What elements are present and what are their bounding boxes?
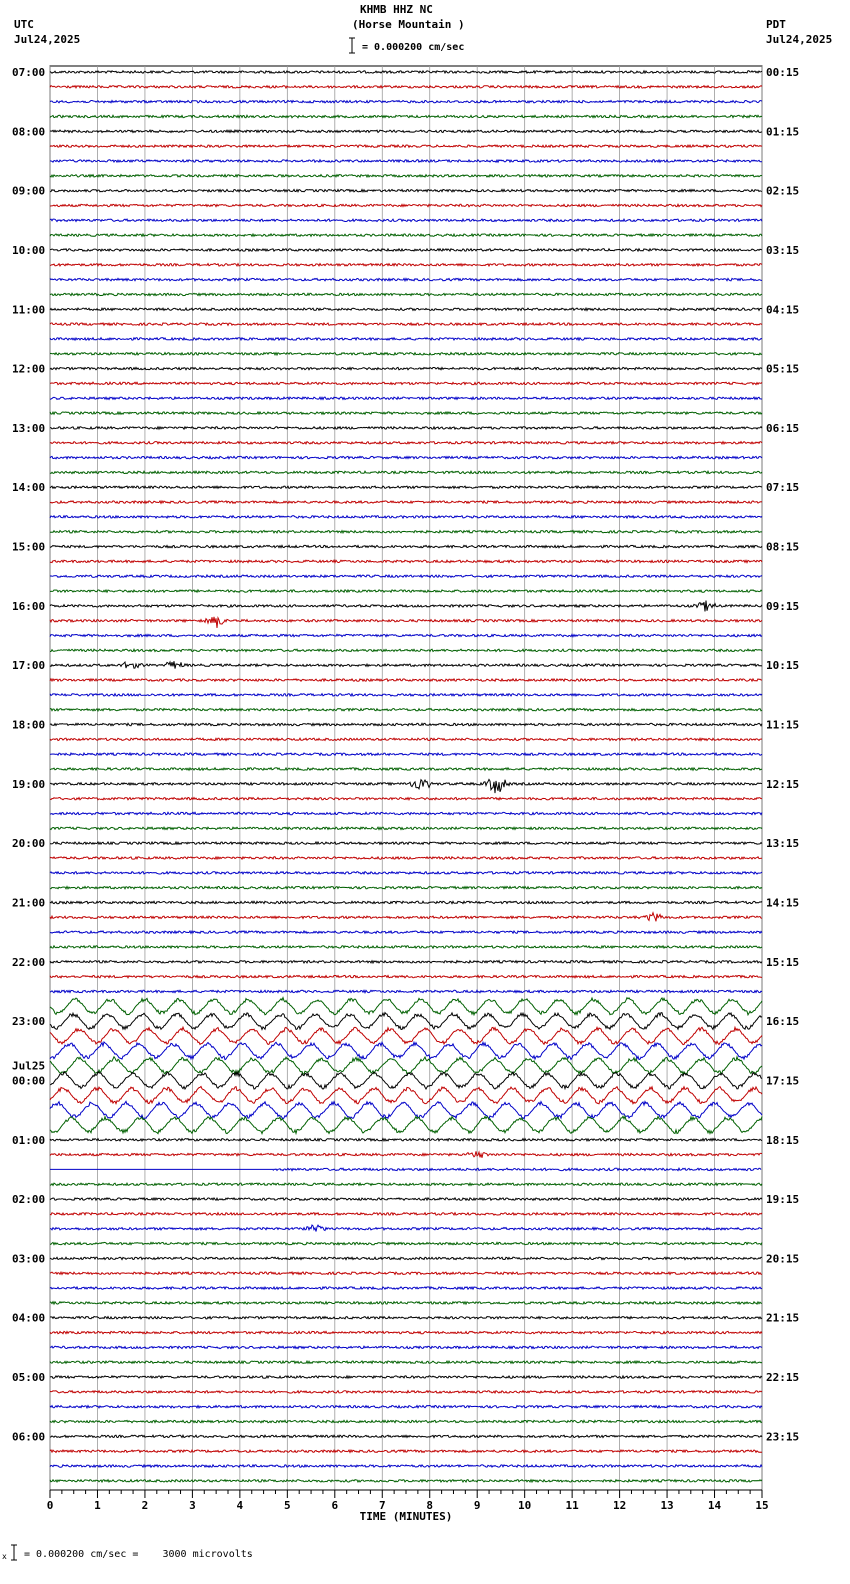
trace-38 [50, 634, 762, 636]
trace-19 [50, 353, 762, 355]
trace-30 [50, 516, 762, 518]
x-tick-label: 4 [236, 1499, 244, 1512]
x-tick-label: 6 [331, 1499, 339, 1512]
x-tick-label: 12 [612, 1499, 627, 1512]
right-hour-label: 09:15 [766, 599, 800, 613]
trace-48 [50, 779, 762, 793]
right-hour-label: 13:15 [766, 837, 800, 851]
trace-91 [50, 1420, 762, 1422]
trace-26 [50, 456, 762, 458]
left-hour-label: 13:00 [12, 421, 46, 435]
trace-41 [50, 679, 762, 681]
left-hour-label: 04:00 [12, 1311, 46, 1325]
trace-81 [50, 1272, 762, 1274]
right-hour-label: 23:15 [766, 1430, 800, 1444]
trace-67 [50, 1057, 762, 1074]
trace-64 [50, 1013, 762, 1030]
trace-28 [50, 486, 762, 488]
trace-71 [50, 1116, 762, 1133]
trace-53 [50, 857, 762, 859]
time-axis [47, 1490, 769, 1523]
trace-82 [50, 1287, 762, 1289]
trace-78 [50, 1225, 762, 1232]
trace-0 [50, 71, 762, 73]
left-hour-label: 17:00 [12, 659, 46, 673]
left-hour-label: 00:00 [12, 1074, 46, 1088]
trace-73 [50, 1151, 762, 1158]
left-hour-label: 21:00 [12, 896, 46, 910]
trace-60 [50, 961, 762, 963]
trace-56 [50, 901, 762, 903]
trace-42 [50, 694, 762, 696]
trace-92 [50, 1435, 762, 1437]
trace-17 [50, 323, 762, 325]
x-tick-label: 0 [46, 1499, 54, 1512]
right-hour-label: 17:15 [766, 1074, 800, 1088]
trace-55 [50, 887, 762, 889]
trace-3 [50, 115, 762, 117]
trace-18 [50, 338, 762, 340]
trace-23 [50, 412, 762, 414]
left-hour-label: 09:00 [12, 184, 46, 198]
right-hour-label: 16:15 [766, 1015, 800, 1029]
left-hour-label: 01:00 [12, 1133, 46, 1147]
right-hour-label: 00:15 [766, 66, 800, 79]
trace-15 [50, 293, 762, 295]
footer-marker: x [2, 1552, 7, 1561]
right-date: Jul24,2025 [766, 33, 833, 46]
trace-34 [50, 575, 762, 577]
trace-32 [50, 545, 762, 547]
right-hour-label: 15:15 [766, 955, 800, 969]
trace-8 [50, 190, 762, 192]
trace-21 [50, 382, 762, 384]
right-hour-label: 14:15 [766, 896, 800, 910]
footer-scale-bar-icon [11, 1545, 17, 1560]
trace-90 [50, 1406, 762, 1408]
left-hour-label: 22:00 [12, 955, 46, 969]
x-tick-label: 10 [518, 1499, 532, 1512]
trace-76 [50, 1198, 762, 1200]
trace-group [50, 71, 762, 1482]
trace-69 [50, 1087, 762, 1104]
trace-74 [273, 1168, 761, 1170]
left-hour-label: 05:00 [12, 1371, 46, 1385]
right-timezone: PDT [766, 18, 786, 31]
x-tick-label: 9 [473, 1499, 481, 1512]
trace-65 [50, 1027, 762, 1044]
trace-54 [50, 872, 762, 874]
trace-80 [50, 1257, 762, 1259]
x-tick-label: 1 [94, 1499, 101, 1512]
right-hour-label: 20:15 [766, 1252, 800, 1266]
trace-66 [50, 1042, 762, 1060]
trace-85 [50, 1331, 762, 1333]
trace-45 [50, 738, 762, 740]
trace-2 [50, 101, 762, 103]
right-hour-label: 01:15 [766, 125, 800, 139]
x-tick-label: 11 [565, 1499, 579, 1512]
left-hour-label: 16:00 [12, 599, 46, 613]
trace-37 [50, 617, 762, 628]
trace-12 [50, 249, 762, 251]
right-hour-label: 07:15 [766, 481, 800, 495]
trace-4 [50, 130, 762, 132]
trace-49 [50, 798, 762, 800]
footer-scale-note: = 0.000200 cm/sec = 3000 microvolts [24, 1549, 253, 1560]
trace-95 [50, 1480, 762, 1482]
right-hour-label: 19:15 [766, 1193, 800, 1207]
x-tick-label: 8 [426, 1499, 434, 1512]
left-hour-label: 07:00 [12, 66, 46, 79]
trace-44 [50, 723, 762, 725]
trace-16 [50, 308, 762, 310]
x-axis-label: TIME (MINUTES) [359, 1510, 453, 1523]
trace-51 [50, 827, 762, 829]
trace-47 [50, 768, 762, 770]
left-hour-label: 23:00 [12, 1015, 46, 1029]
trace-43 [50, 709, 762, 711]
trace-46 [50, 753, 762, 755]
left-timezone: UTC [14, 18, 34, 31]
left-hour-label: 10:00 [12, 243, 46, 257]
trace-40 [50, 661, 762, 668]
trace-94 [50, 1465, 762, 1467]
right-hour-label: 05:15 [766, 362, 800, 376]
left-hour-label: 02:00 [12, 1193, 46, 1207]
x-tick-label: 5 [284, 1499, 291, 1512]
date-change-label: Jul25 [12, 1059, 46, 1073]
left-hour-label: 18:00 [12, 718, 46, 732]
trace-52 [50, 842, 762, 844]
left-hour-label: 11:00 [12, 303, 46, 317]
trace-86 [50, 1346, 762, 1348]
right-hour-label: 04:15 [766, 303, 800, 317]
trace-93 [50, 1450, 762, 1452]
station-title: KHMB HHZ NC [360, 3, 433, 16]
trace-36 [50, 601, 762, 612]
right-hour-label: 11:15 [766, 718, 800, 732]
right-hour-label: 06:15 [766, 421, 800, 435]
trace-7 [50, 175, 762, 177]
trace-22 [50, 397, 762, 399]
trace-6 [50, 160, 762, 162]
trace-61 [50, 975, 762, 977]
left-hour-label: 20:00 [12, 837, 46, 851]
trace-14 [50, 278, 762, 280]
scale-bar-icon [349, 38, 355, 53]
left-hour-label: 15:00 [12, 540, 46, 554]
right-hour-label: 08:15 [766, 540, 800, 554]
trace-70 [50, 1101, 762, 1118]
right-hour-label: 18:15 [766, 1133, 800, 1147]
trace-84 [50, 1317, 762, 1319]
station-location: (Horse Mountain ) [352, 18, 465, 31]
trace-10 [50, 219, 762, 221]
trace-5 [50, 145, 762, 147]
right-hour-label: 21:15 [766, 1311, 800, 1325]
trace-33 [50, 560, 762, 562]
right-hour-label: 02:15 [766, 184, 800, 198]
trace-31 [50, 531, 762, 533]
trace-63 [50, 998, 762, 1015]
trace-72 [50, 1139, 762, 1141]
right-hour-label: 12:15 [766, 777, 800, 791]
x-tick-label: 14 [707, 1499, 722, 1512]
right-hour-label: 10:15 [766, 659, 800, 673]
trace-62 [50, 990, 762, 992]
trace-24 [50, 427, 762, 429]
left-hour-label: 03:00 [12, 1252, 46, 1266]
trace-89 [50, 1391, 762, 1393]
x-tick-label: 2 [141, 1499, 149, 1512]
trace-83 [50, 1302, 762, 1304]
trace-35 [50, 590, 762, 592]
trace-11 [50, 234, 762, 236]
trace-57 [50, 913, 762, 922]
trace-58 [50, 931, 762, 933]
trace-13 [50, 264, 762, 266]
x-tick-label: 3 [189, 1499, 196, 1512]
scale-label: = 0.000200 cm/sec [362, 42, 465, 53]
trace-9 [50, 204, 762, 206]
left-hour-label: 08:00 [12, 125, 46, 139]
trace-29 [50, 501, 762, 503]
left-hour-label: 14:00 [12, 481, 46, 495]
right-hour-label: 22:15 [766, 1371, 800, 1385]
trace-1 [50, 86, 762, 88]
left-hour-label: 12:00 [12, 362, 46, 376]
left-date: Jul24,2025 [14, 33, 81, 46]
left-hour-label: 06:00 [12, 1430, 46, 1444]
trace-50 [50, 812, 762, 814]
trace-20 [50, 367, 762, 369]
trace-25 [50, 442, 762, 444]
trace-79 [50, 1242, 762, 1244]
x-tick-label: 7 [378, 1499, 386, 1512]
trace-68 [50, 1072, 762, 1089]
left-hour-label: 19:00 [12, 777, 46, 791]
trace-88 [50, 1376, 762, 1378]
trace-27 [50, 471, 762, 473]
trace-87 [50, 1361, 762, 1363]
right-hour-label: 03:15 [766, 243, 800, 257]
trace-39 [50, 649, 762, 651]
trace-59 [50, 946, 762, 948]
x-tick-label: 15 [755, 1499, 769, 1512]
trace-77 [50, 1213, 762, 1215]
trace-75 [50, 1183, 762, 1185]
x-tick-label: 13 [660, 1499, 674, 1512]
